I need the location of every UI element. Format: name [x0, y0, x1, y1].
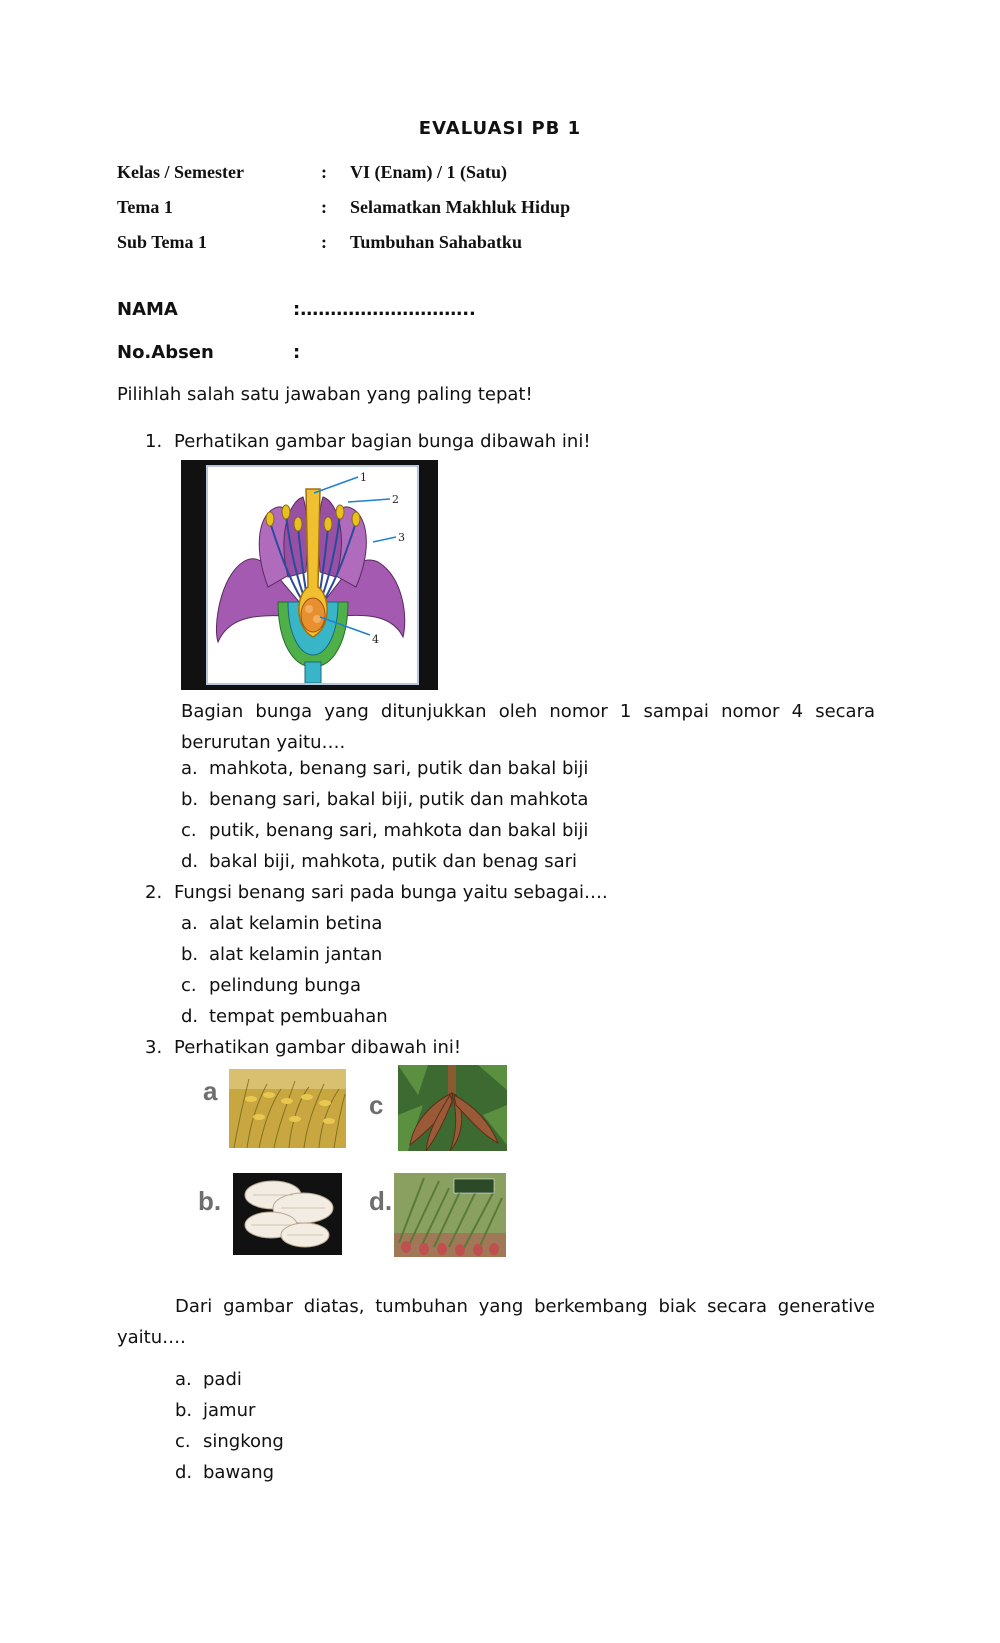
meta-value: Tumbuhan Sahabatku — [350, 232, 522, 252]
picture-label-c: c — [369, 1090, 384, 1120]
question-text: Perhatikan gambar dibawah ini! — [174, 1037, 462, 1058]
picture-label-b: b. — [198, 1186, 222, 1216]
meta-colon: : — [321, 197, 327, 217]
question-1-stem — [181, 696, 875, 758]
shallot-picture — [394, 1173, 506, 1257]
option-text: putik, benang sari, mahkota dan bakal biji — [209, 820, 589, 841]
meta-label: Kelas / Semester — [117, 162, 244, 182]
option-text: alat kelamin betina — [209, 913, 383, 934]
diagram-number-2: 2 — [392, 493, 399, 506]
absen-field[interactable]: : — [293, 342, 301, 363]
option-letter: b. — [181, 789, 199, 810]
question-number: 3. — [145, 1037, 163, 1058]
stem-line: Dari gambar diatas, tumbuhan yang berkembang biak secara generative — [175, 1296, 875, 1317]
stem-line: yaitu…. — [117, 1327, 186, 1348]
option-text: tempat pembuahan — [209, 1006, 388, 1027]
stem-line: Bagian bunga yang ditunjukkan oleh nomor 1 sampai nomor 4 secara — [181, 701, 875, 722]
meta-value: VI (Enam) / 1 (Satu) — [350, 162, 508, 182]
flower-diagram — [181, 460, 438, 690]
option-text: alat kelamin jantan — [209, 944, 383, 965]
diagram-number-4: 4 — [372, 633, 379, 646]
question-3-stem — [117, 1291, 875, 1353]
meta-colon: : — [321, 162, 327, 182]
meta-value: Selamatkan Makhluk Hidup — [350, 197, 571, 217]
option-letter: d. — [181, 851, 199, 872]
meta-label: Sub Tema 1 — [117, 232, 208, 252]
page-title: EVALUASI PB 1 — [418, 118, 582, 139]
option-text: benang sari, bakal biji, putik dan mahkota — [209, 789, 589, 810]
absen-label: No.Absen — [117, 342, 214, 363]
option-letter: d. — [175, 1462, 193, 1483]
question-number: 1. — [145, 431, 163, 452]
option-letter: c. — [175, 1431, 191, 1452]
option-letter: a. — [181, 758, 198, 779]
option-text: bawang — [203, 1462, 275, 1483]
meta-colon: : — [321, 232, 327, 252]
option-text: singkong — [203, 1431, 284, 1452]
option-text: pelindung bunga — [209, 975, 361, 996]
name-field[interactable]: :……………………….. — [293, 299, 476, 320]
picture-label-d: d. — [369, 1186, 393, 1216]
question-number: 2. — [145, 882, 163, 903]
instruction-text: Pilihlah salah satu jawaban yang paling tepat! — [117, 384, 533, 405]
option-text: padi — [203, 1369, 242, 1390]
option-letter: b. — [175, 1400, 193, 1421]
option-text: bakal biji, mahkota, putik dan benag sari — [209, 851, 578, 872]
stem-line: berurutan yaitu…. — [181, 732, 346, 753]
diagram-number-3: 3 — [398, 531, 405, 544]
option-text: mahkota, benang sari, putik dan bakal biji — [209, 758, 589, 779]
rice-plant-picture — [229, 1069, 346, 1148]
option-text: jamur — [203, 1400, 256, 1421]
name-label: NAMA — [117, 299, 178, 320]
picture-label-a: a — [203, 1076, 218, 1106]
option-letter: a. — [175, 1369, 192, 1390]
option-letter: b. — [181, 944, 199, 965]
option-letter: c. — [181, 975, 197, 996]
diagram-number-1: 1 — [360, 471, 367, 484]
cassava-picture — [398, 1065, 507, 1151]
question-text: Fungsi benang sari pada bunga yaitu sebagai…. — [174, 882, 608, 903]
flower-illustration — [208, 467, 417, 683]
mushroom-picture — [233, 1173, 342, 1255]
meta-label: Tema 1 — [117, 197, 173, 217]
question-text: Perhatikan gambar bagian bunga dibawah ini! — [174, 431, 591, 452]
option-letter: d. — [181, 1006, 199, 1027]
option-letter: c. — [181, 820, 197, 841]
option-letter: a. — [181, 913, 198, 934]
